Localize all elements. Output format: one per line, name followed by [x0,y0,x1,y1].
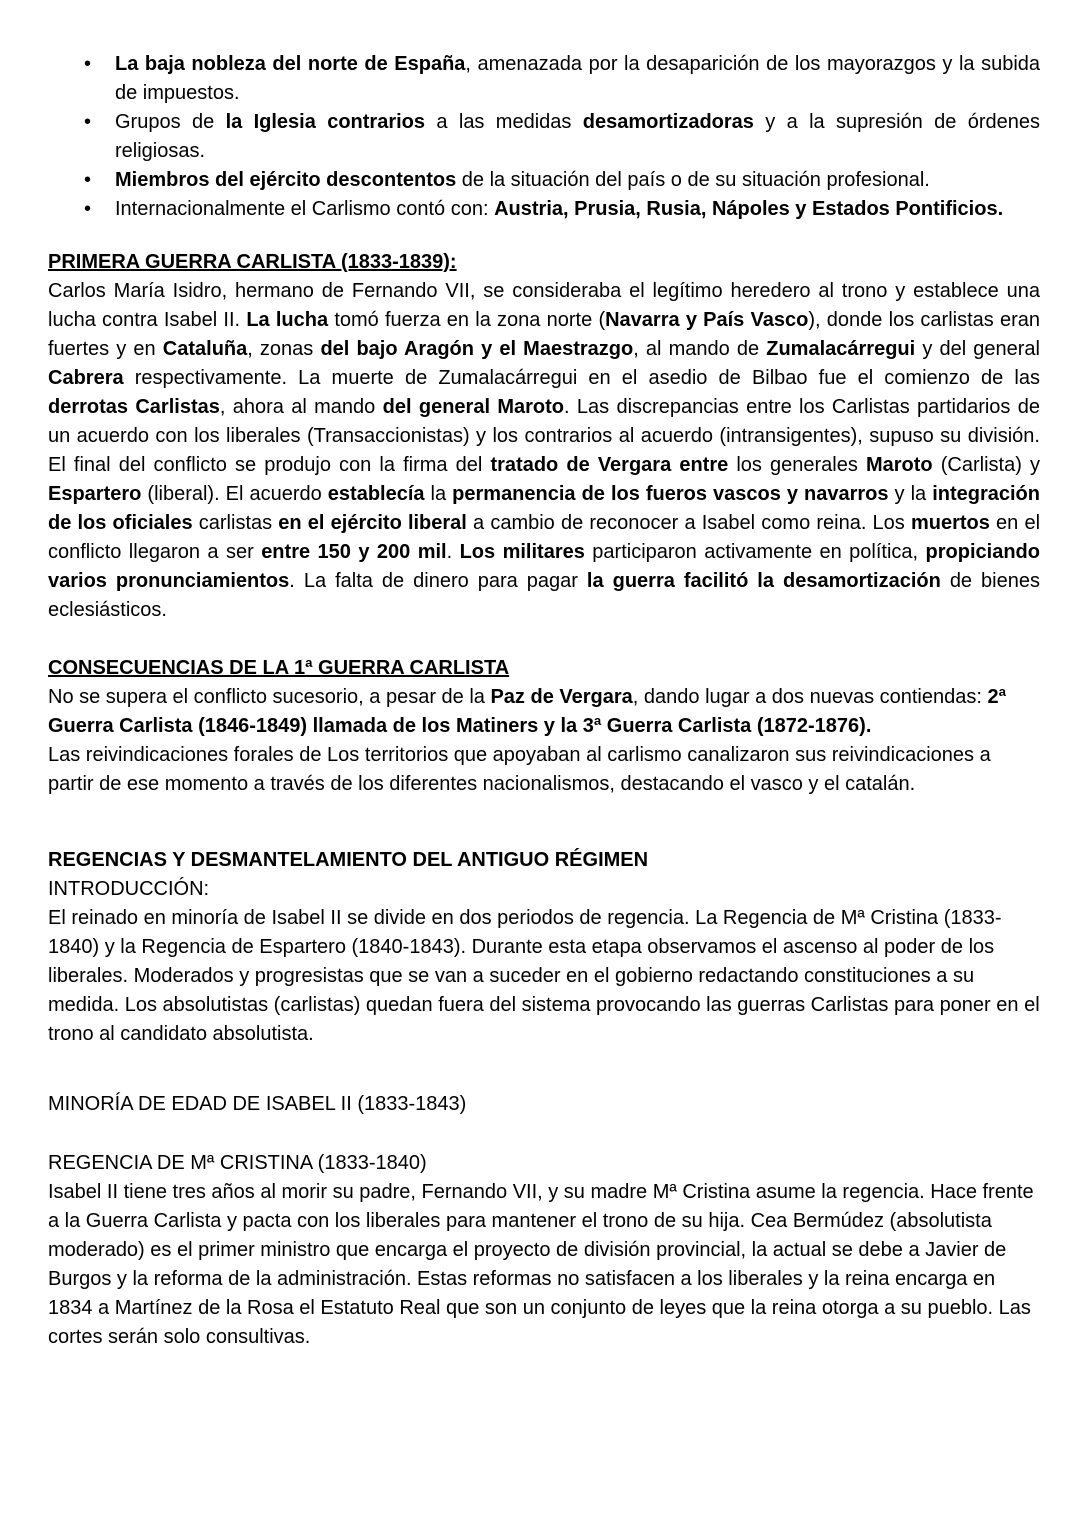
paragraph-consecuencias-forales: Las reivindicaciones forales de Los territorios que apoyaban al carlismo canalizaron sus reivindicaciones a partir de ese momento a través de los diferentes nacionalismos, destacando el vasco y el catalán. [48,744,991,795]
list-item: • Miembros del ejército descontentos de la situación del país o de su situación profesional. [48,166,1040,195]
introduccion-label: INTRODUCCIÓN: [48,878,210,900]
bullet-list [48,50,1040,224]
section-heading-consecuencias: CONSECUENCIAS DE LA 1ª GUERRA CARLISTA [48,657,510,679]
list-item: • Internacionalmente el Carlismo contó con: Austria, Prusia, Rusia, Nápoles y Estados Pontificios. [48,195,1040,224]
paragraph-primera-guerra: Carlos María Isidro, hermano de Fernando VII, se consideraba el legítimo heredero al trono y establece una lucha contra Isabel II. La lucha tomó fuerza en la zona norte (Navarra y País Vasco), donde los carlistas eran fuertes y en Cataluña, zonas del bajo Aragón y el Maestrazgo, al mando de Zumalacárregui y del general Cabrera respectivamente. La muerte de Zumalacárregui en el asedio de Bilbao fue el comienzo de las derrotas Carlistas, ahora al mando del general Maroto. Las discrepancias entre los Carlistas partidarios de un acuerdo con los liberales (Transaccionistas) y los contrarios al acuerdo (intransigentes), supuso su división. El final del conflicto se produjo con la firma del tratado de Vergara entre los generales Maroto (Carlista) y Espartero (liberal). El acuerdo establecía la permanencia de los fueros vascos y navarros y la integración de los oficiales carlistas en el ejército liberal a cambio de reconocer a Isabel como reina. Los muertos en el conflicto llegaron a ser entre 150 y 200 mil. Los militares participaron activamente en política, propiciando varios pronunciamientos. La falta de dinero para pagar la guerra facilitó la desamortización de bienes eclesiásticos. [48,280,1041,621]
section-heading-regencias: REGENCIAS Y DESMANTELAMIENTO DEL ANTIGUO RÉGIMEN [48,849,649,871]
paragraph-regencia-cristina: Isabel II tiene tres años al morir su padre, Fernando VII, y su madre Mª Cristina asume la regencia. Hace frente a la Guerra Carlista y pacta con los liberales para mantener el trono de su hija. Cea Bermúdez (absolutista moderado) es el primer ministro que encarga el proyecto de división provincial, la actual se debe a Javier de Burgos y la reforma de la administración. Estas reformas no satisfacen a los liberales y la reina encarga en 1834 a Martínez de la Rosa el Estatuto Real que son un conjunto de leyes que la reina otorga a su pueblo. Las cortes serán solo consultivas. [48,1181,1034,1348]
section-heading-primera-guerra: PRIMERA GUERRA CARLISTA (1833-1839): [48,251,457,273]
list-item: • Grupos de la Iglesia contrarios a las medidas desamortizadoras y a la supresión de órdenes religiosas. [48,108,1040,166]
list-item: • La baja nobleza del norte de España, amenazada por la desaparición de los mayorazgos y la subida de impuestos. [48,50,1040,108]
paragraph-introduccion: El reinado en minoría de Isabel II se divide en dos periodos de regencia. La Regencia de Mª Cristina (1833-1840) y la Regencia de Espartero (1840-1843). Durante esta etapa observamos el ascenso al poder de los liberales. Moderados y progresistas que se van a suceder en el gobierno redactando constituciones a su medida. Los absolutistas (carlistas) quedan fuera del sistema provocando las guerras Carlistas para poner en el trono al candidato absolutista. [48,907,1040,1045]
heading-regencia-cristina: REGENCIA DE Mª CRISTINA (1833-1840) [48,1152,427,1174]
heading-minoria-isabel: MINORÍA DE EDAD DE ISABEL II (1833-1843) [48,1093,467,1115]
paragraph-consecuencias-guerras: No se supera el conflicto sucesorio, a pesar de la Paz de Vergara, dando lugar a dos nuevas contiendas: 2ª Guerra Carlista (1846-1849) llamada de los Matiners y la 3ª Guerra Carlista (1872-1876). [48,686,1007,737]
